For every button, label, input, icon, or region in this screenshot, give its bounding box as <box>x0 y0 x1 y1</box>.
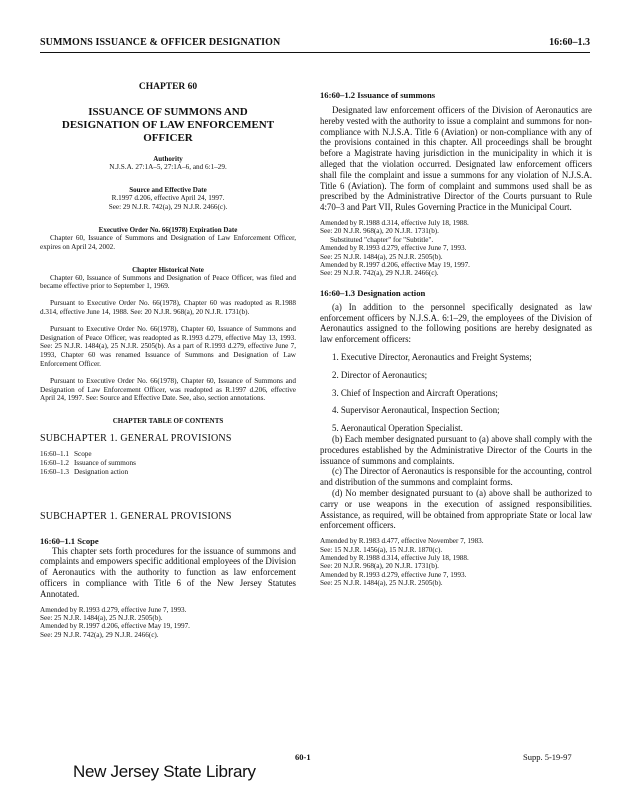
subchapter-heading: SUBCHAPTER 1. GENERAL PROVISIONS <box>40 510 232 522</box>
amendment-line: Amended by R.1993 d.279, effective June 7, 1993. <box>320 570 467 579</box>
issuance-text: Designated law enforcement officers of the Division of Aeronautics are hereby vested with the authority to issue a complaint and summons for non-compliance with N.J.S.A. Title 6 (Aviation) or non-compliance with any of the provisions contained in this chapter. All proceedings shall be brought before a Magistrate having jurisdiction in the municipality in which it is alleged that the violation occurred. Designated law enforcement officers shall file the complaint and issue a summons for any violation of N.J.S.A. Title 6 (Aviation). The form of complaint and summons used shall be as prescribed by the Administrative Director of the Courts pursuant to Rule 4:70–3 and Part VII, Rules Governing Practice in the Municipal Court. <box>320 105 592 213</box>
exec-order-heading: Executive Order No. 66(1978) Expiration Date <box>98 226 238 234</box>
designation-amendments <box>320 537 592 587</box>
toc-item[interactable] <box>40 450 296 459</box>
amendment-line: See: 20 N.J.R. 968(a), 20 N.J.R. 1731(b). <box>320 227 439 236</box>
designation-para-a: (a) In addition to the personnel specifically designated as law enforcement officers by N.J.S.A. 6:1–29, the employees of the Division of Aeronautics assigned to the following positions are hereby designated as law enforcement officers: <box>320 301 592 345</box>
library-stamp: New Jersey State Library <box>73 762 256 781</box>
historical-note-p1: Chapter 60, Issuance of Summons and Designation of Peace Officer, was filed and became effective prior to September 1, 1969. <box>40 273 296 291</box>
authority-heading: Authority <box>153 155 183 163</box>
designation-heading: 16:60–1.3 Designation action <box>320 287 426 298</box>
chapter-title: ISSUANCE OF SUMMONS AND DESIGNATION OF LAW ENFORCEMENT OFFICER <box>61 106 275 144</box>
amendment-line: Amended by R.1993 d.279, effective June 7, 1993. <box>320 244 467 253</box>
toc-list <box>40 450 296 476</box>
page-number: 60-1 <box>295 752 311 762</box>
toc-item-label: Designation action <box>74 467 129 476</box>
amendment-line: See: 25 N.J.R. 1484(a), 25 N.J.R. 2505(b). <box>40 613 163 622</box>
toc-item-label: Issuance of summons <box>74 458 136 467</box>
amendment-line: See: 29 N.J.R. 742(a), 29 N.J.R. 2466(c). <box>320 269 439 278</box>
source-heading: Source and Effective Date <box>129 186 207 194</box>
supplement-date: Supp. 5-19-97 <box>523 752 572 762</box>
amendment-line: Amended by R.1997 d.206, effective May 19, 1997. <box>320 261 470 269</box>
amendment-line: See: 25 N.J.R. 1484(a), 25 N.J.R. 2505(b). <box>320 579 443 588</box>
amendment-line: See: 20 N.J.R. 968(a), 20 N.J.R. 1731(b). <box>320 562 439 571</box>
amendment-line: See: 29 N.J.R. 742(a), 29 N.J.R. 2466(c). <box>40 630 159 639</box>
toc-item-number: 16:60–1.1 <box>40 450 69 459</box>
amendment-line: Amended by R.1983 d.477, effective November 7, 1983. <box>320 537 484 546</box>
header-title: SUMMONS ISSUANCE & OFFICER DESIGNATION <box>40 37 281 48</box>
position-item: 2. Director of Aeronautics; <box>332 369 428 380</box>
position-item: 1. Executive Director, Aeronautics and Freight Systems; <box>332 352 532 362</box>
source-line-2: See: 29 N.J.R. 742(a), 29 N.J.R. 2466(c). <box>108 203 228 211</box>
toc-heading: CHAPTER TABLE OF CONTENTS <box>112 417 224 426</box>
exec-order-text: Chapter 60, Issuance of Summons and Designation of Law Enforcement Officer, expires on April 24, 2002. <box>40 234 296 251</box>
historical-note-p2: Pursuant to Executive Order No. 66(1978), Chapter 60 was readopted as R.1988 d.314, effective June 14, 1988. See: 20 N.J.R. 968(a), 20 N.J.R. 1731(b). <box>40 299 296 316</box>
historical-note-heading: Chapter Historical Note <box>132 265 204 274</box>
amendment-line: See: 15 N.J.R. 1456(a), 15 N.J.R. 1870(c). <box>320 545 443 554</box>
amendment-line: See: 25 N.J.R. 1484(a), 25 N.J.R. 2505(b). <box>320 252 443 261</box>
toc-item-number: 16:60–1.3 <box>40 467 69 476</box>
amendment-line: Amended by R.1988 d.314, effective July 18, 1988. <box>320 553 469 562</box>
source-line-1: R.1997 d.206, effective April 24, 1997. <box>111 194 225 202</box>
designation-para-b: (b) Each member designated pursuant to (a) above shall comply with the procedures established by the Administrative Director of the Courts in the issuance of summons and complaints. <box>320 433 592 466</box>
header-section-number: 16:60–1.3 <box>549 37 590 48</box>
authority-text: N.J.S.A. 27:1A–5, 27:1A–6, and 6:1–29. <box>109 163 227 171</box>
historical-note-p3: Pursuant to Executive Order No. 66(1978), Chapter 60, Issuance of Summons and Designation of Peace Officer, was readopted as R.1993 d.279, effective May 13, 1993. See: 25 N.J.R. 1484(a), 25 N.J.R. 2505(b). As a part of R.1993 d.279, effective June 7, 1993, Chapter 60 was renamed Issuance of Summons and Designation of Law Enforcement Officer. <box>40 324 296 368</box>
position-item: 3. Chief of Inspection and Aircraft Operations; <box>332 387 498 398</box>
scope-heading: 16:60–1.1 Scope <box>40 535 99 546</box>
issuance-amendments <box>320 219 592 278</box>
position-item: 5. Aeronautical Operation Specialist. <box>332 423 463 434</box>
historical-note-p4: Pursuant to Executive Order No. 66(1978), Chapter 60, Issuance of Summons and Designation of Law Enforcement Officer, was readopted as R.1997 d.206, effective April 24, 1997. See: Source and Effective Date. See, also, section annotations. <box>40 376 296 403</box>
left-column <box>40 62 296 639</box>
amendment-line: Amended by R.1997 d.206, effective May 19, 1997. <box>40 622 190 631</box>
toc-item-number: 16:60–1.2 <box>40 458 69 467</box>
amendment-line: Amended by R.1993 d.279, effective June 7, 1993. <box>40 605 187 614</box>
toc-item[interactable] <box>40 459 296 468</box>
right-column <box>320 62 592 588</box>
amendment-line: Amended by R.1988 d.314, effective July 18, 1988. <box>320 218 469 227</box>
chapter-number: CHAPTER 60 <box>138 82 198 92</box>
toc-item[interactable] <box>40 468 296 477</box>
header-rule <box>40 52 590 53</box>
amendment-line: Substituted "chapter" for "Subtitle". <box>330 235 434 244</box>
position-item: 4. Supervisor Aeronautical, Inspection Section; <box>332 405 500 416</box>
scope-text: This chapter sets forth procedures for the issuance of summons and complaints and empowers specific additional employees of the Division of Aeronautics with the authority to function as law enforcement officers in compliance with Title 6 of the New Jersey Statutes Annotated. <box>40 545 296 599</box>
designation-para-d: (d) No member designated pursuant to (a) above shall be authorized to carry or use weapons in the execution of assigned responsibilities. Assistance, as required, will be obtained from appropriate State or local law enforcement officers. <box>320 487 592 531</box>
toc-subchapter: SUBCHAPTER 1. GENERAL PROVISIONS <box>40 433 232 445</box>
designation-para-c: (c) The Director of Aeronautics is responsible for the accounting, control and distribution of the summons and complaint forms. <box>320 466 592 488</box>
scope-amendments <box>40 606 296 640</box>
running-header <box>40 37 590 51</box>
issuance-heading: 16:60–1.2 Issuance of summons <box>320 90 436 100</box>
toc-item-label: Scope <box>74 450 92 459</box>
